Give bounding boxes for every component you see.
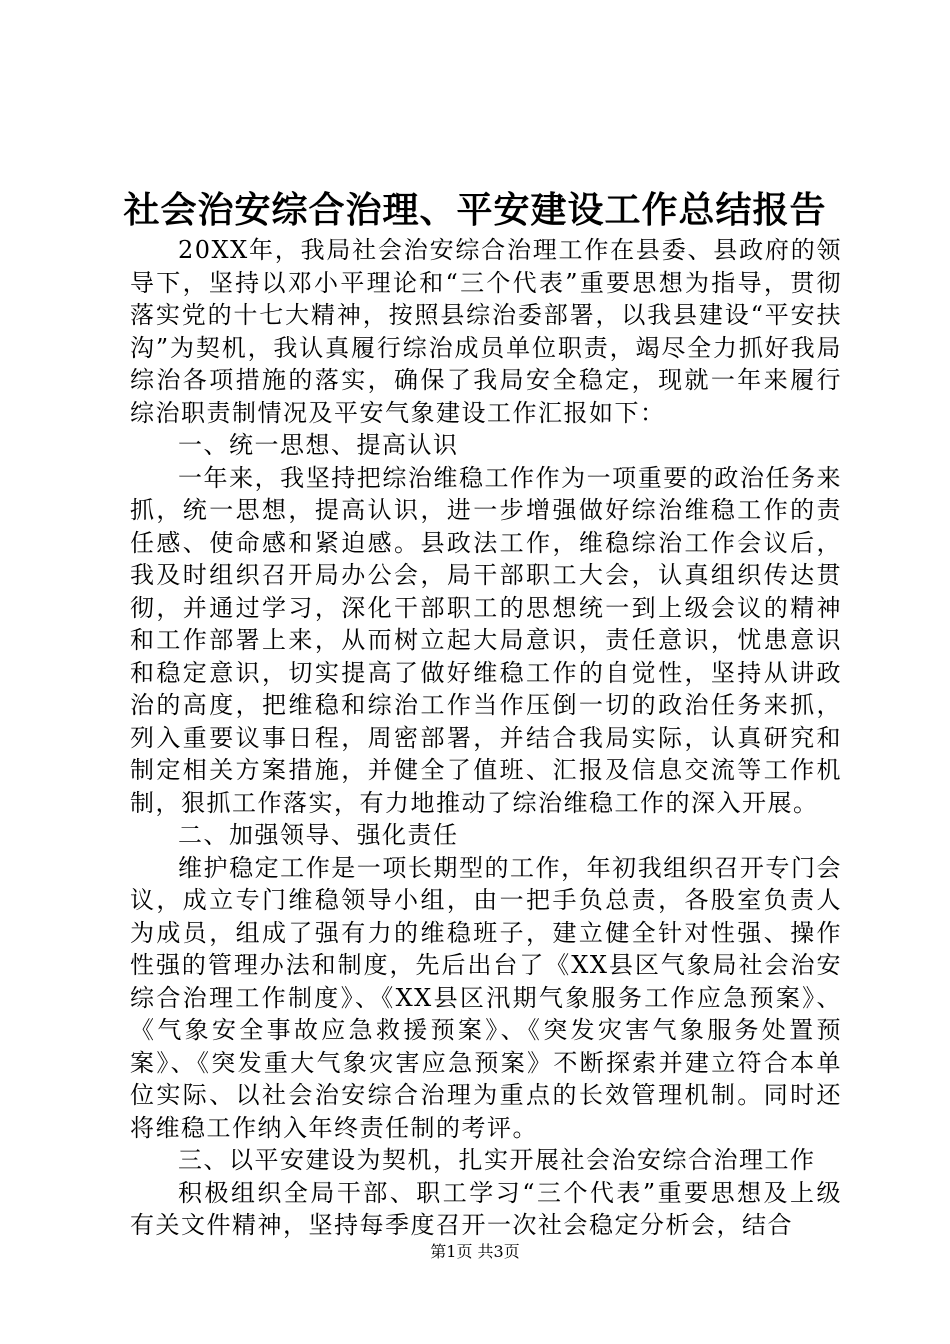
paragraph-intro: 20XX年，我局社会治安综合治理工作在县委、县政府的领导下，坚持以邓小平理论和“三个代表”重要思想为指导，贯彻落实党的十七大精神，按照县综治委部署，以我县建设“平安扶沟”为契机，我认真履行综治成员单位职责，竭尽全力抓好我局综治各项措施的落实，确保了我局安全稳定，现就一年来履行综治职责制情况及平安气象建设工作汇报如下：: [130, 236, 842, 427]
document-title: 社会治安综合治理、平安建设工作总结报告: [123, 189, 827, 231]
section-heading-3: 三、以平安建设为契机，扎实开展社会治安综合治理工作: [178, 1146, 816, 1174]
paragraph-section-1: 一年来，我坚持把综治维稳工作作为一项重要的政治任务来抓，统一思想，提高认识，进一步增强做好综治维稳工作的责任感、使命感和紧迫感。县政法工作，维稳综治工作会议后，我及时组织召开局办公会，局干部职工大会，认真组织传达贯彻，并通过学习，深化干部职工的思想统一到上级会议的精神和工作部署上来，从而树立起大局意识，责任意识，忧患意识和稳定意识，切实提高了做好维稳工作的自觉性，坚持从讲政治的高度，把维稳和综治工作当作压倒一切的政治任务来抓，列入重要议事日程，周密部署，并结合我局实际，认真研究和制定相关方案措施，并健全了值班、汇报及信息交流等工作机制，狠抓工作落实，有力地推动了综治维稳工作的深入开展。: [130, 463, 842, 817]
paragraph-section-3: 积极组织全局干部、职工学习“三个代表”重要思想及上级有关文件精神，坚持每季度召开一次社会稳定分析会，结合: [130, 1178, 842, 1239]
page-number-footer: 第1页 共3页: [430, 1242, 520, 1261]
document-body: [130, 234, 842, 1242]
section-heading-1: 一、统一思想、提高认识: [178, 431, 459, 459]
paragraph-section-2: 维护稳定工作是一项长期型的工作，年初我组织召开专门会议，成立专门维稳领导小组，由一把手负总责，各股室负责人为成员，组成了强有力的维稳班子，建立健全针对性强、操作性强的管理办法和制度，先后出台了《XX县区气象局社会治安综合治理工作制度》、《XX县区汛期气象服务工作应急预案》、《气象安全事故应急救援预案》、《突发灾害气象服务处置预案》、《突发重大气象灾害应急预案》不断探索并建立符合本单位实际、以社会治安综合治理为重点的长效管理机制。同时还将维稳工作纳入年终责任制的考评。: [130, 853, 842, 1142]
section-heading-2: 二、加强领导、强化责任: [178, 821, 459, 849]
